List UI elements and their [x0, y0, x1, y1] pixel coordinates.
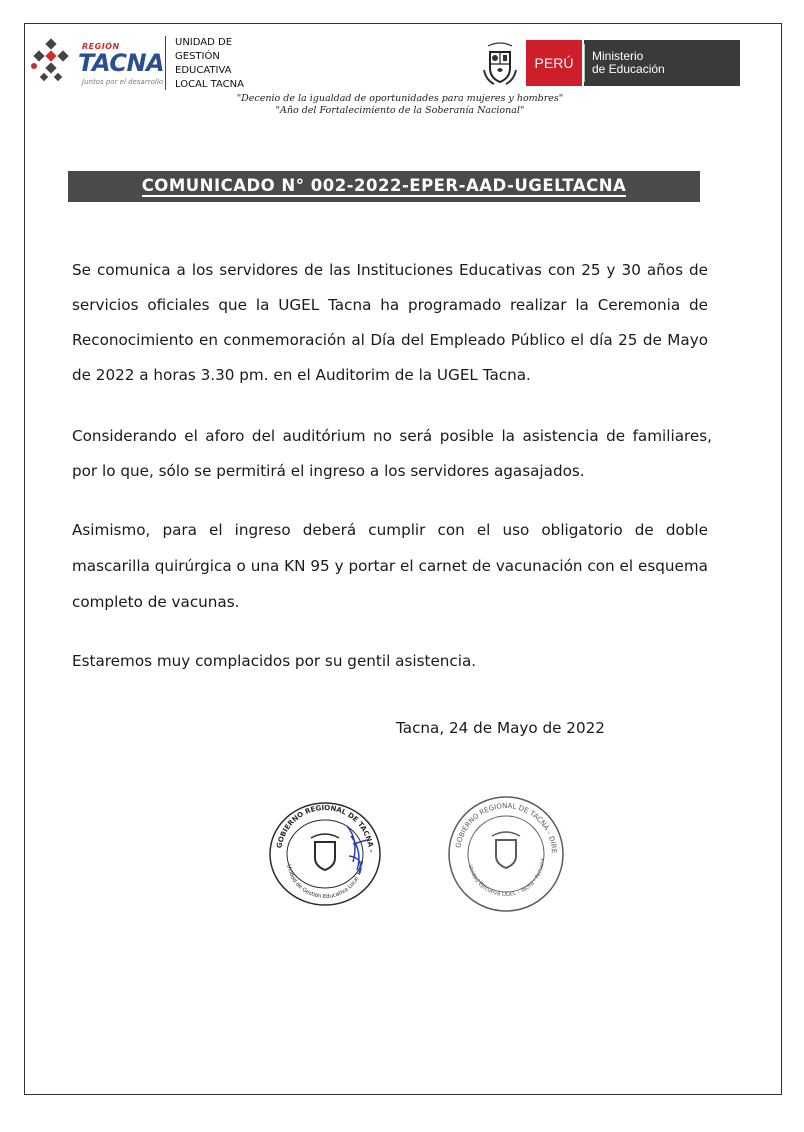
administration-seal	[267, 800, 383, 908]
ministry-line: de Educación	[592, 62, 665, 76]
place-and-date: Tacna, 24 de Mayo de 2022	[396, 719, 605, 737]
ugel-line: LOCAL TACNA	[175, 79, 244, 90]
paragraph-capacity: Considerando el aforo del auditórium no será posible la asistencia de familiares, por lo que, sólo se permitirá el ingreso a los servidores agasajados.	[72, 427, 712, 480]
ministry-separator	[584, 44, 585, 82]
region-tagline: Juntos por el desarrollo	[82, 78, 164, 86]
personnel-seal	[446, 794, 566, 914]
paragraph-announcement: Se comunica a los servidores de las Instituciones Educativas con 25 y 30 años de servicios oficiales que la UGEL Tacna ha programado realizar la Ceremonia de Reconocimiento en conmemoración al Día del Empleado Público el día 25 de Mayo de 2022 a horas 3.30 pm. en el Auditorim de la UGEL Tacna.	[72, 261, 708, 384]
peru-coat-of-arms-icon	[480, 40, 520, 88]
ugel-line: UNIDAD DE	[175, 37, 233, 48]
region-label: REGIÓN	[82, 42, 120, 51]
ministry-badge	[584, 40, 740, 86]
seal-right-outer-text: GOBIERNO REGIONAL DE TACNA - DIRE	[454, 801, 559, 854]
ugel-line: GESTIÓN	[175, 51, 220, 62]
seal-left-outer-text: GOBIERNO REGIONAL DE TACNA -	[275, 803, 375, 853]
svg-text:GOBIERNO REGIONAL DE TACNA - D	[267, 800, 375, 855]
decade-name: "Decenio de la igualdad de oportunidades para mujeres y hombres"	[236, 93, 564, 104]
official-year-names	[200, 93, 600, 117]
header-divider	[165, 36, 166, 90]
peru-badge: PERÚ	[526, 40, 582, 86]
paragraph-requirements: Asimismo, para el ingreso deberá cumplir con el uso obligatorio de doble mascarilla quirúrgica o una KN 95 y portar el carnet de vacunación con el esquema completo de vacunas.	[72, 521, 708, 611]
svg-text:GOBIERNO REGIONAL DE TACNA - D	[446, 794, 558, 854]
paragraph-closing: Estaremos muy complacidos por su gentil asistencia.	[72, 652, 477, 670]
document-title: COMUNICADO N° 002-2022-EPER-AAD-UGELTACNA	[141, 175, 627, 195]
ugel-name	[175, 36, 285, 92]
region-tacna-logo	[30, 36, 165, 94]
seal-left-inner-text: Unidad de Gestión Educativa Local Tacna	[285, 860, 366, 901]
document-title-bar	[68, 171, 700, 202]
region-diamond-icon	[30, 36, 76, 94]
region-name: TACNA	[78, 49, 165, 77]
seal-right-inner-text: Unidad Ejecutiva UGEL - Tacna - Persona	[466, 858, 547, 899]
ministry-line: Ministerio	[592, 49, 644, 63]
ugel-line: EDUCATIVA	[175, 65, 232, 76]
year-name: "Año del Fortalecimiento de la Soberanía Nacional"	[275, 105, 525, 116]
